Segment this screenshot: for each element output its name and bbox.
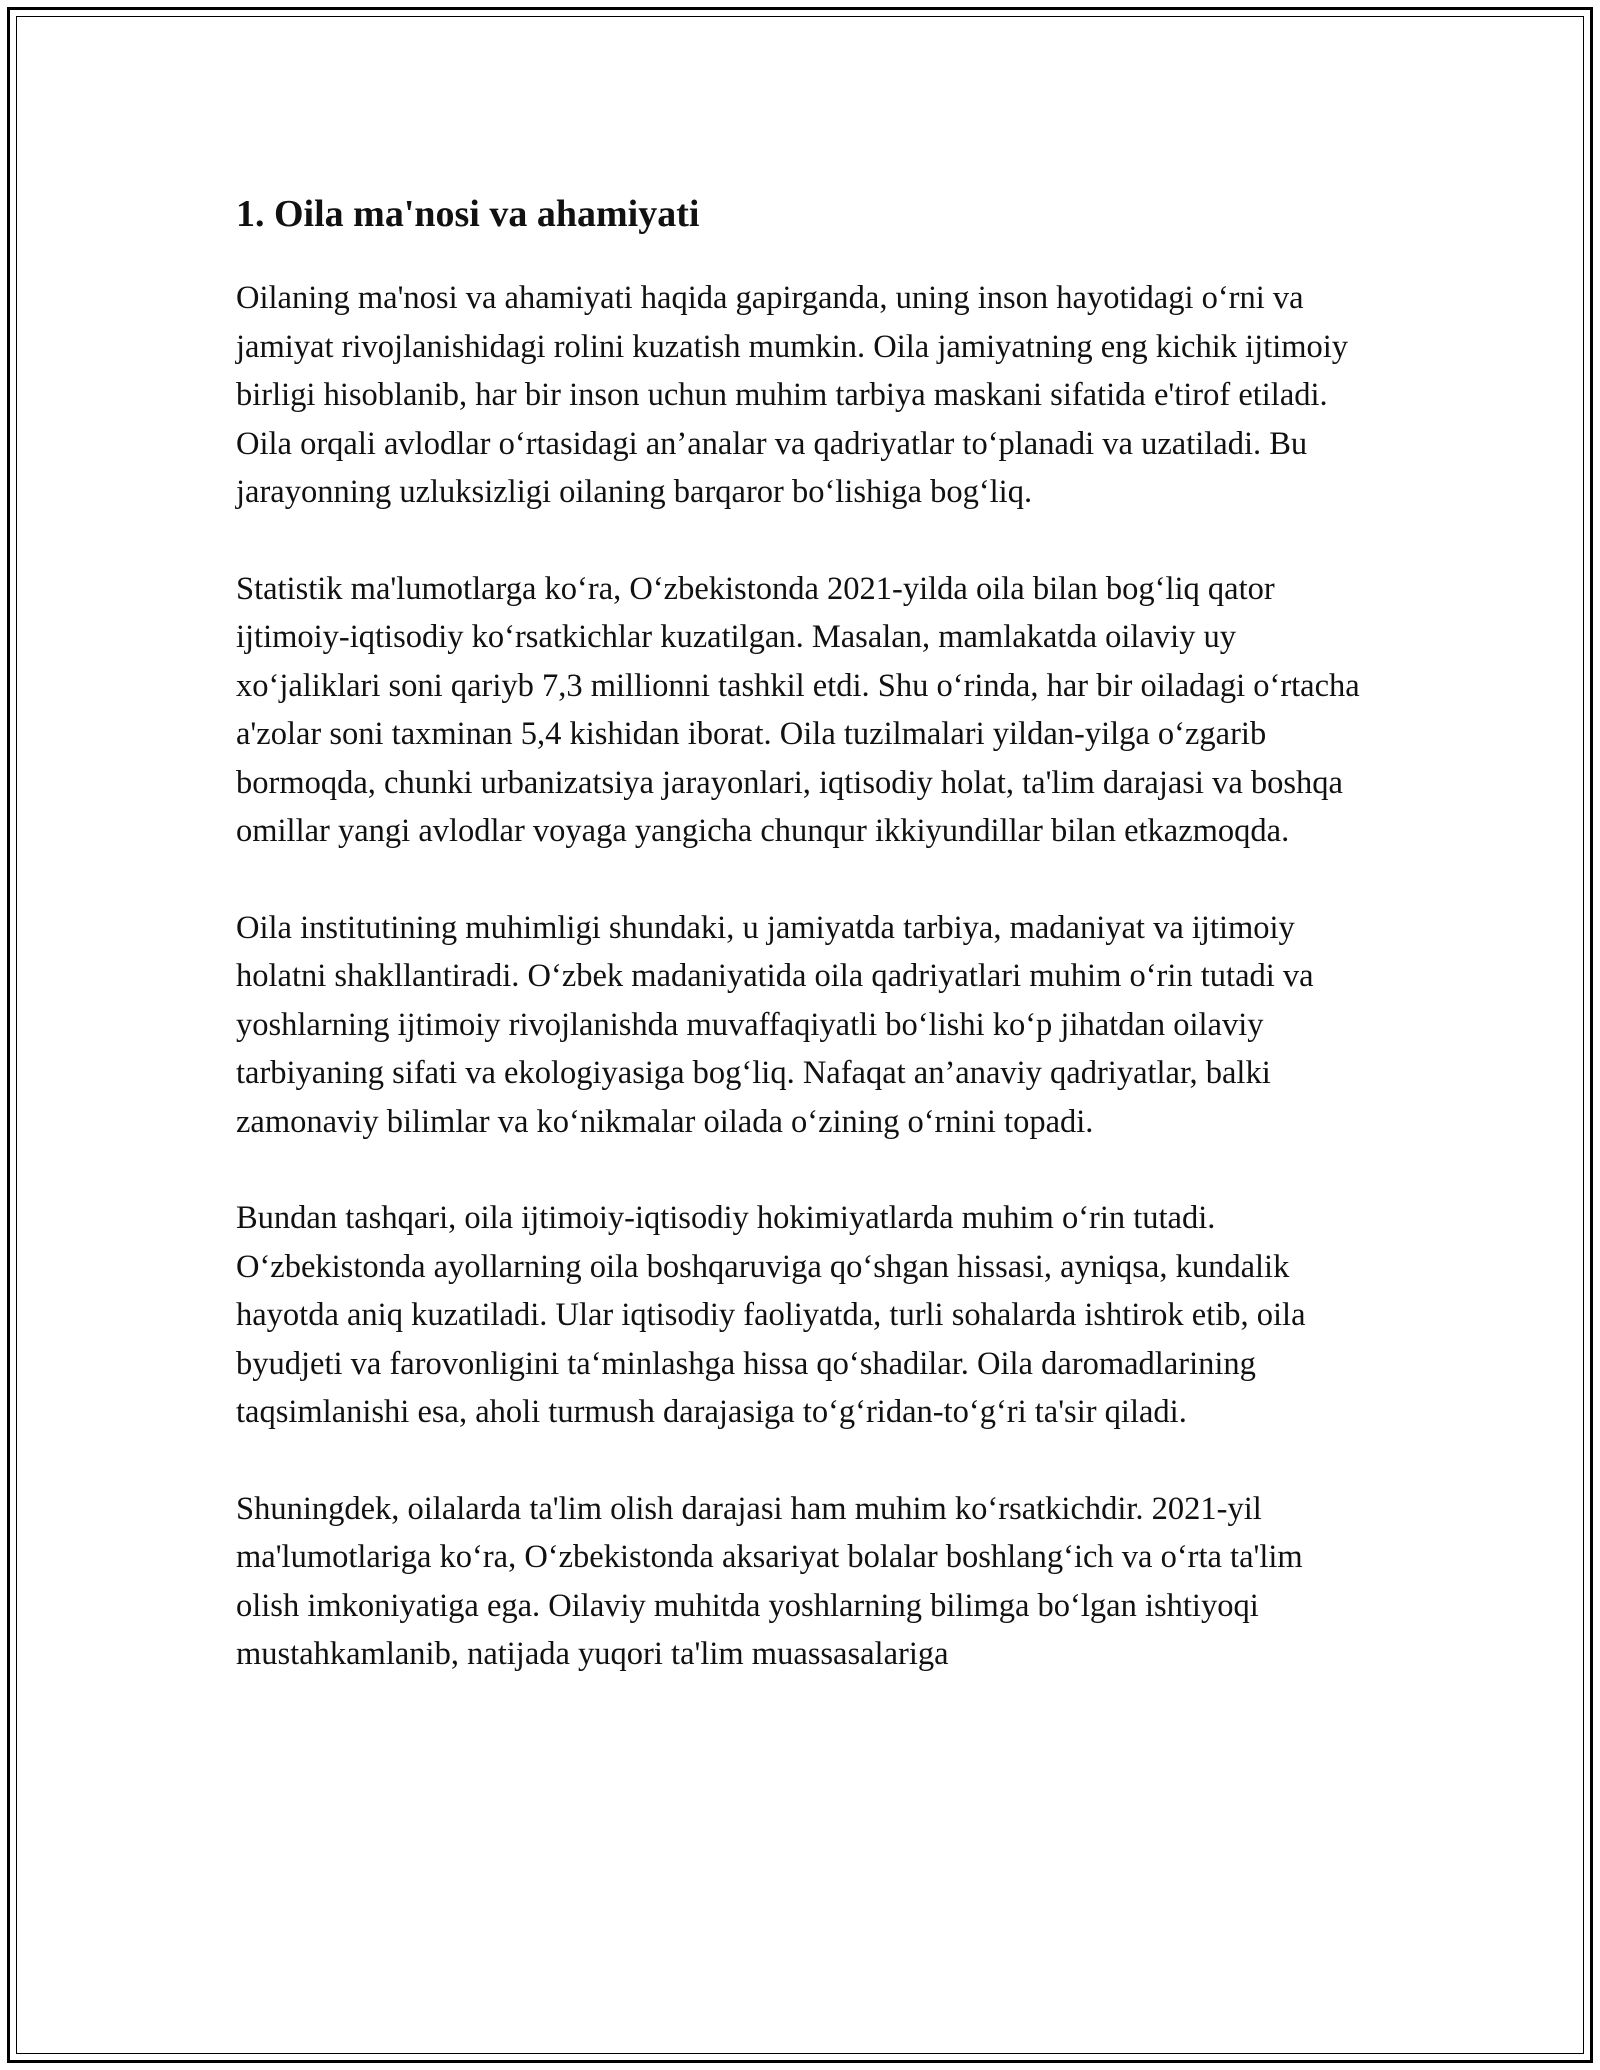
paragraph-2: Statistik ma'lumotlarga ko‘ra, O‘zbekistonda 2021-yilda oila bilan bog‘liq qator ijtimoiy-iqtisodiy ko‘rsatkichlar kuzatilgan. Masalan, mamlakatda oilaviy uy xo‘jaliklari soni qariyb 7,3 millionni tashkil etdi. Shu o‘rinda, har bir oiladagi o‘rtacha a'zolar soni taxminan 5,4 kishidan iborat. Oila tuzilmalari yildan-yilga o‘zgarib bormoqda, chunki urbanizatsiya jarayonlari, iqtisodiy holat, ta'lim darajasi va boshqa omillar yangi avlodlar voyaga yangicha chunqur ikkiyundillar bilan etkazmoqda. xyxy=(236,570,1360,849)
paragraph-4: Bundan tashqari, oila ijtimoiy-iqtisodiy hokimiyatlarda muhim o‘rin tutadi. O‘zbekistonda ayollarning oila boshqaruviga qo‘shgan hissasi, ayniqsa, kundalik hayotda aniq kuzatiladi. Ular iqtisodiy faoliyatda, turli sohalarda ishtirok etib, oila byudjeti va farovonligini ta‘minlashga hissa qo‘shadilar. Oila daromadlarining taqsimlanishi esa, aholi turmush darajasiga to‘g‘ridan-to‘g‘ri ta'sir qiladi. xyxy=(236,1200,1306,1430)
document-body xyxy=(236,188,1366,1727)
paragraph-3: Oila institutining muhimligi shundaki, u jamiyatda tarbiya, madaniyat va ijtimoiy holatni shakllantiradi. O‘zbek madaniyatida oila qadriyatlari muhim o‘rin tutadi va yoshlarning ijtimoiy rivojlanishda muvaffaqiyatli bo‘lishi ko‘p jihatdan oilaviy tarbiyaning sifati va ekologiyasiga bog‘liq. Nafaqat an’anaviy qadriyatlar, balki zamonaviy bilimlar va ko‘nikmalar oilada o‘zining o‘rnini topadi. xyxy=(236,909,1314,1140)
paragraph-1: Oilaning ma'nosi va ahamiyati haqida gapirganda, uning inson hayotidagi o‘rni va jamiyat rivojlanishidagi rolini kuzatish mumkin. Oila jamiyatning eng kichik ijtimoiy birligi hisoblanib, har bir inson uchun muhim tarbiya maskani sifatida e'tirof etiladi. Oila orqali avlodlar o‘rtasidagi an’analar va qadriyatlar to‘planadi va uzatiladi. Bu jarayonning uzluksizligi oilaning barqaror bo‘lishiga bog‘liq. xyxy=(236,280,1349,510)
paragraph-5: Shuningdek, oilalarda ta'lim olish darajasi ham muhim ko‘rsatkichdir. 2021-yil ma'lumotlariga ko‘ra, O‘zbekistonda aksariyat bolalar boshlang‘ich va o‘rta ta'lim olish imkoniyatiga ega. Oilaviy muhitda yoshlarning bilimga bo‘lgan ishtiyoqi mustahkamlanib, natijada yuqori ta'lim muassasalariga xyxy=(236,1490,1303,1672)
section-heading: 1. Oila ma'nosi va ahamiyati xyxy=(236,193,700,235)
